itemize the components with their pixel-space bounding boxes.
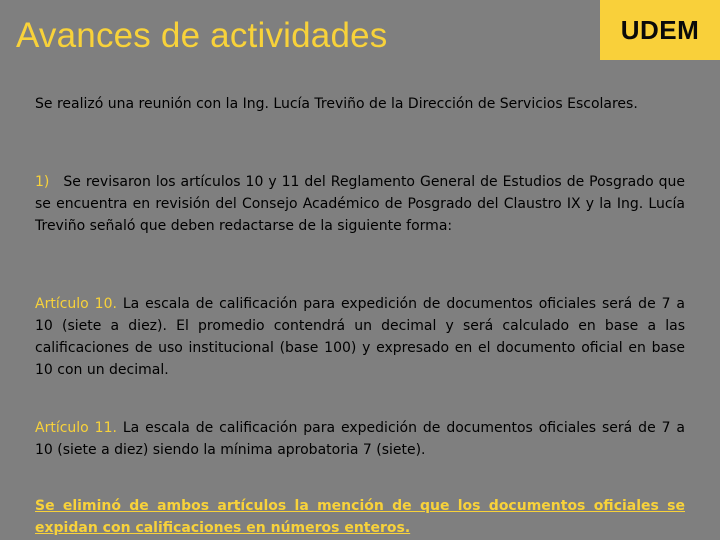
article-11-paragraph bbox=[35, 417, 685, 461]
udem-logo: UDEM bbox=[600, 0, 720, 60]
article-11-text: La escala de calificación para expedición de documentos oficiales será de 7 a 10 (siete a diez) siendo la mínima aprobatoria 7 (siete). bbox=[35, 420, 686, 458]
intro-paragraph: Se realizó una reunión con la Ing. Lucía Treviño de la Dirección de Servicios Escolares. bbox=[35, 96, 638, 112]
conclusion-paragraph: Se eliminó de ambos artículos la mención de que los documentos oficiales se expidan con calificaciones en números enteros. bbox=[35, 498, 685, 536]
article-11-label: Artículo 11. bbox=[35, 420, 117, 436]
article-10-text: La escala de calificación para expedición de documentos oficiales será de 7 a 10 (siete a diez). El promedio contendrá un decimal y será calculado en base a las calificaciones de uso institucional (base 100) y expresado en el documento oficial en base 10 con un decimal. bbox=[35, 296, 686, 378]
article-10-paragraph bbox=[35, 293, 685, 381]
slide-title: Avances de actividades bbox=[16, 16, 388, 55]
item-1-number: 1) bbox=[35, 174, 50, 190]
article-10-label: Artículo 10. bbox=[35, 296, 117, 312]
item-1-text: Se revisaron los artículos 10 y 11 del Reglamento General de Estudios de Posgrado que se encuentra en revisión del Consejo Académico de Posgrado del Claustro IX y la Ing. Lucía Treviño señaló que deben redactarse de la siguiente forma: bbox=[35, 174, 685, 234]
item-1-paragraph bbox=[35, 171, 685, 237]
